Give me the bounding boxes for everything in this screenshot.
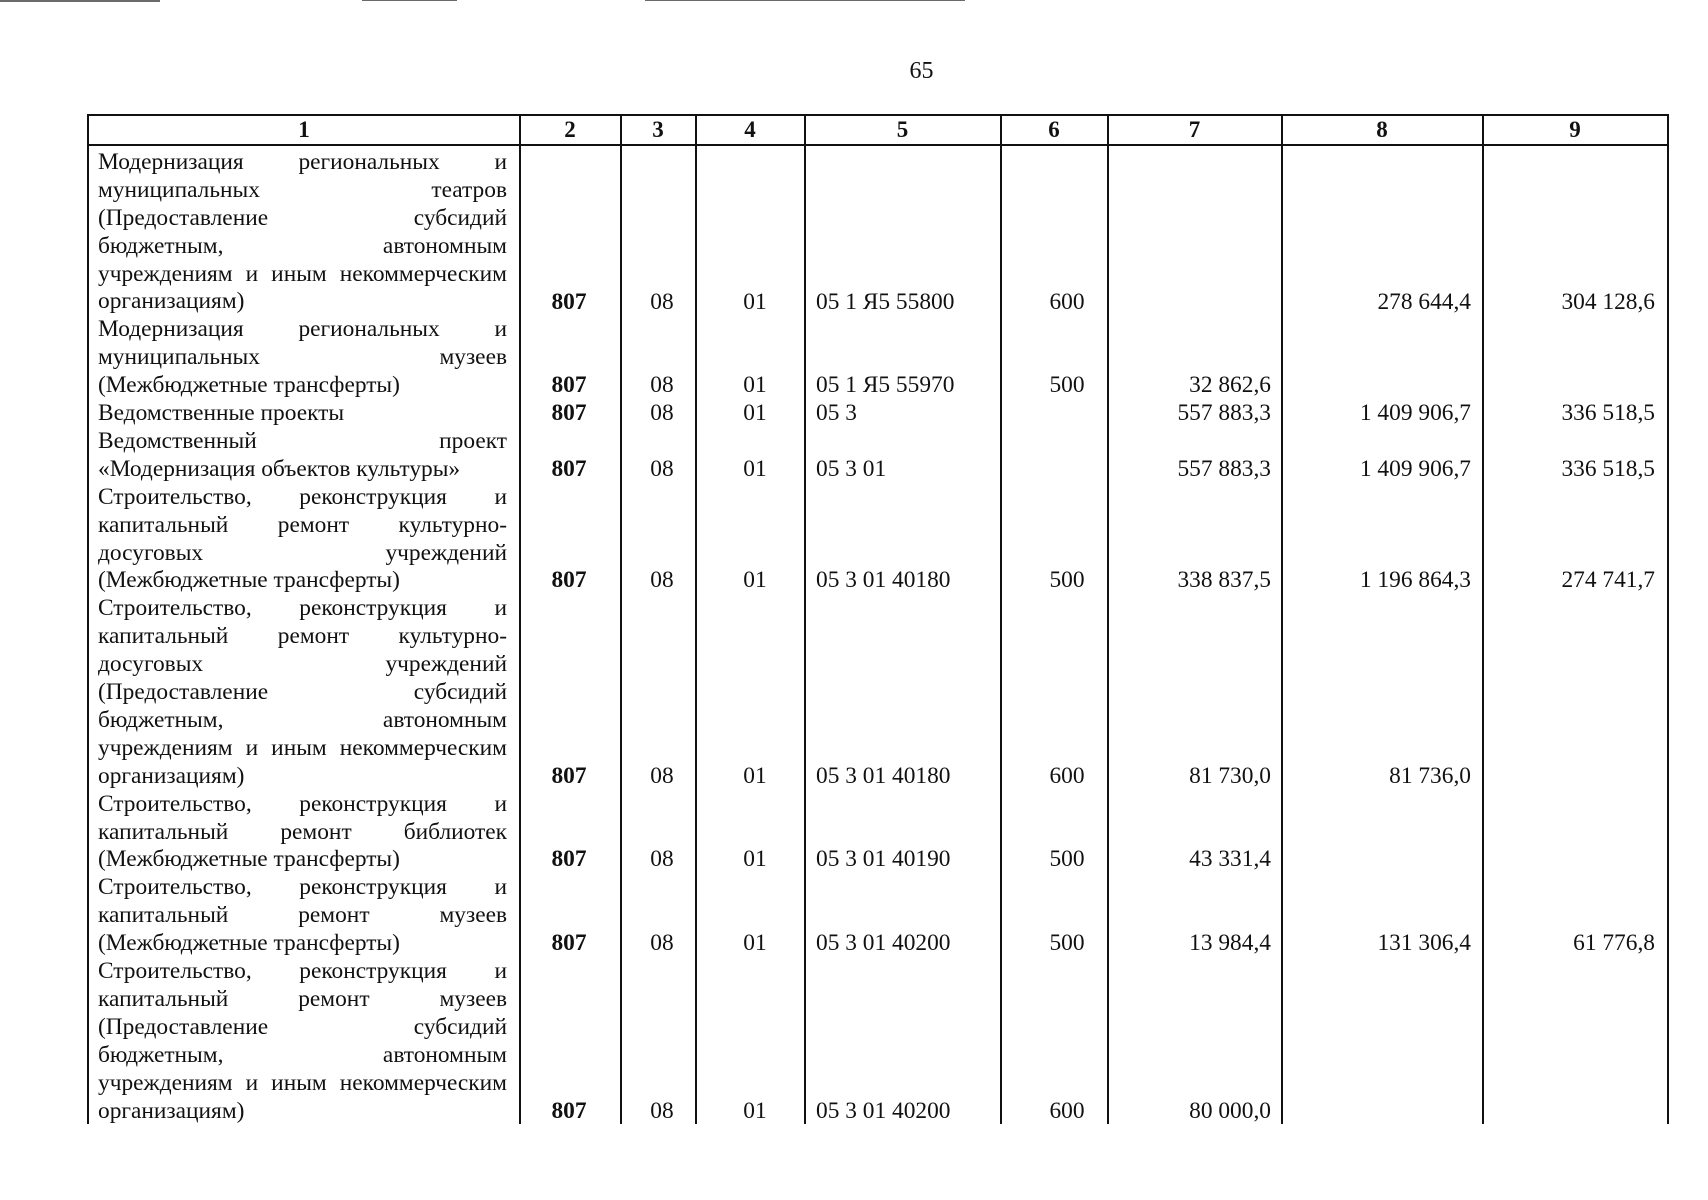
cell-c3: 08 [650, 455, 674, 482]
row-name-line: Ведомственный проект [98, 428, 507, 454]
cell-c4: 01 [743, 288, 767, 315]
cell-c7: 338 837,5 [1177, 567, 1271, 594]
cell-c3: 08 [650, 567, 674, 594]
row-name-line: капитальный ремонт культурно- [98, 511, 507, 538]
cell-c6: 500 [1049, 372, 1085, 399]
cell-c8: 81 736,0 [1389, 762, 1471, 789]
cell-c5: 05 3 01 40190 [816, 846, 951, 873]
row-name-cell [98, 428, 507, 484]
cell-c7: 32 862,6 [1189, 372, 1271, 399]
row-name-line: (Предоставление субсидий [98, 1013, 507, 1040]
row-name-line: капитальный ремонт культурно- [98, 623, 507, 650]
row-name-line: учреждениям и иным некоммерческим [98, 1069, 507, 1096]
cell-c2: 807 [551, 930, 587, 957]
table-header-row [89, 116, 1667, 146]
cell-c9: 336 518,5 [1561, 455, 1655, 482]
cell-c8: 1 196 864,3 [1359, 567, 1471, 594]
row-name-line: (Межбюджетные трансферты) [98, 372, 400, 399]
table-row [89, 595, 1667, 790]
cell-c3: 08 [650, 400, 674, 427]
row-name-line: (Межбюджетные трансферты) [98, 846, 400, 873]
cell-c9: 304 128,6 [1561, 288, 1655, 315]
cell-c8: 131 306,4 [1377, 930, 1471, 957]
row-name-line: Модернизация региональных и [98, 316, 507, 343]
row-name-cell [98, 595, 507, 790]
cell-c5: 05 3 01 40200 [816, 1097, 951, 1124]
cell-c2: 807 [551, 455, 587, 482]
row-name-line: Строительство, реконструкция и [98, 595, 507, 622]
row-name-line: Строительство, реконструкция и [98, 958, 507, 985]
row-name-line: (Межбюджетные трансферты) [98, 567, 400, 594]
cell-c7: 81 730,0 [1189, 762, 1271, 789]
row-name-line: Строительство, реконструкция и [98, 874, 507, 901]
cell-c8: 1 409 906,7 [1359, 400, 1471, 427]
cell-c4: 01 [743, 455, 767, 482]
row-name-cell [98, 958, 507, 1125]
cell-c6: 500 [1049, 567, 1085, 594]
row-name-line: Строительство, реконструкция и [98, 790, 507, 817]
row-name-line: бюджетным, автономным [98, 232, 507, 259]
table-row [89, 874, 1667, 958]
row-name-line: учреждениям и иным некоммерческим [98, 734, 507, 761]
header-cell: 6 [1048, 117, 1060, 142]
cell-c5: 05 3 01 40180 [816, 567, 951, 594]
row-name-line: учреждениям и иным некоммерческим [98, 260, 507, 287]
page-number: 65 [909, 58, 934, 84]
header-cell: 7 [1188, 117, 1201, 142]
row-name-cell [98, 484, 507, 596]
cell-c4: 01 [743, 930, 767, 957]
row-name-line: муниципальных театров [98, 176, 507, 203]
table-row [89, 791, 1667, 875]
cell-c4: 01 [743, 1097, 767, 1124]
row-name-cell [98, 791, 507, 875]
cell-c5: 05 1 Я5 55970 [816, 372, 955, 399]
row-name-line: досуговых учреждений [98, 539, 507, 566]
cell-c5: 05 3 [816, 400, 857, 427]
header-cell: 5 [896, 117, 909, 142]
cell-c5: 05 3 01 [816, 455, 887, 482]
cell-c4: 01 [743, 846, 767, 873]
cell-c6: 600 [1049, 1097, 1085, 1124]
cell-c6: 500 [1049, 846, 1085, 873]
scan-artifact [0, 0, 160, 2]
row-name-line: организациям) [98, 1097, 245, 1124]
cell-c6: 600 [1049, 762, 1085, 789]
cell-c6: 600 [1049, 288, 1085, 315]
row-name-line: Ведомственные проекты [98, 400, 345, 427]
header-cell: 4 [744, 117, 756, 142]
cell-c3: 08 [650, 762, 674, 789]
cell-c9: 336 518,5 [1561, 400, 1655, 427]
scan-artifact [362, 0, 457, 1]
row-name-cell [98, 316, 507, 400]
table-row [89, 149, 1667, 316]
cell-c2: 807 [551, 288, 587, 315]
table-row [89, 428, 1667, 484]
row-name-line: досуговых учреждений [98, 651, 507, 678]
cell-c2: 807 [551, 567, 587, 594]
cell-c3: 08 [650, 372, 674, 399]
row-name-line: «Модернизация объектов культуры» [98, 455, 461, 482]
cell-c3: 08 [650, 288, 674, 315]
header-cell: 9 [1569, 117, 1581, 142]
cell-c9: 61 776,8 [1573, 930, 1655, 957]
row-name-line: организациям) [98, 288, 245, 315]
cell-c4: 01 [743, 762, 767, 789]
row-name-line: бюджетным, автономным [98, 1041, 507, 1068]
cell-c8: 278 644,4 [1377, 288, 1471, 315]
row-name-line: (Предоставление субсидий [98, 679, 507, 706]
header-cell: 1 [298, 117, 310, 142]
row-name-line: Строительство, реконструкция и [98, 483, 507, 510]
row-name-line: (Межбюджетные трансферты) [98, 930, 400, 957]
cell-c3: 08 [650, 930, 674, 957]
cell-c9: 274 741,7 [1561, 567, 1655, 594]
table-row [89, 958, 1667, 1125]
row-name-line: капитальный ремонт музеев [98, 902, 507, 929]
table-row [89, 484, 1667, 596]
header-cell: 8 [1376, 117, 1388, 142]
row-name-cell [98, 874, 507, 958]
budget-table [87, 114, 1669, 1124]
table-row [89, 316, 1667, 400]
table-row [89, 400, 1667, 428]
cell-c4: 01 [743, 567, 767, 594]
cell-c7: 13 984,4 [1189, 930, 1271, 957]
cell-c2: 807 [551, 846, 587, 873]
cell-c4: 01 [743, 372, 767, 399]
row-name-line: капитальный ремонт музеев [98, 985, 507, 1012]
cell-c7: 557 883,3 [1177, 400, 1271, 427]
cell-c5: 05 1 Я5 55800 [816, 288, 955, 315]
cell-c5: 05 3 01 40200 [816, 930, 951, 957]
row-name-line: организациям) [98, 762, 245, 789]
cell-c2: 807 [551, 372, 587, 399]
cell-c2: 807 [551, 400, 587, 427]
row-name-cell [98, 400, 507, 428]
cell-c8: 1 409 906,7 [1359, 455, 1471, 482]
cell-c3: 08 [650, 846, 674, 873]
cell-c6: 500 [1049, 930, 1085, 957]
scan-artifact [645, 0, 965, 1]
header-cell: 2 [564, 117, 576, 142]
row-name-line: муниципальных музеев [98, 344, 507, 371]
cell-c7: 557 883,3 [1177, 455, 1271, 482]
header-cell: 3 [652, 117, 664, 142]
cell-c3: 08 [650, 1097, 674, 1124]
row-name-line: бюджетным, автономным [98, 706, 507, 733]
cell-c7: 43 331,4 [1189, 846, 1271, 873]
row-name-line: Модернизация региональных и [98, 149, 507, 175]
cell-c2: 807 [551, 762, 587, 789]
cell-c7: 80 000,0 [1189, 1097, 1271, 1124]
row-name-line: (Предоставление субсидий [98, 204, 507, 231]
row-name-line: капитальный ремонт библиотек [98, 818, 507, 845]
cell-c2: 807 [551, 1097, 587, 1124]
cell-c4: 01 [743, 400, 767, 427]
cell-c5: 05 3 01 40180 [816, 762, 951, 789]
row-name-cell [98, 149, 507, 316]
